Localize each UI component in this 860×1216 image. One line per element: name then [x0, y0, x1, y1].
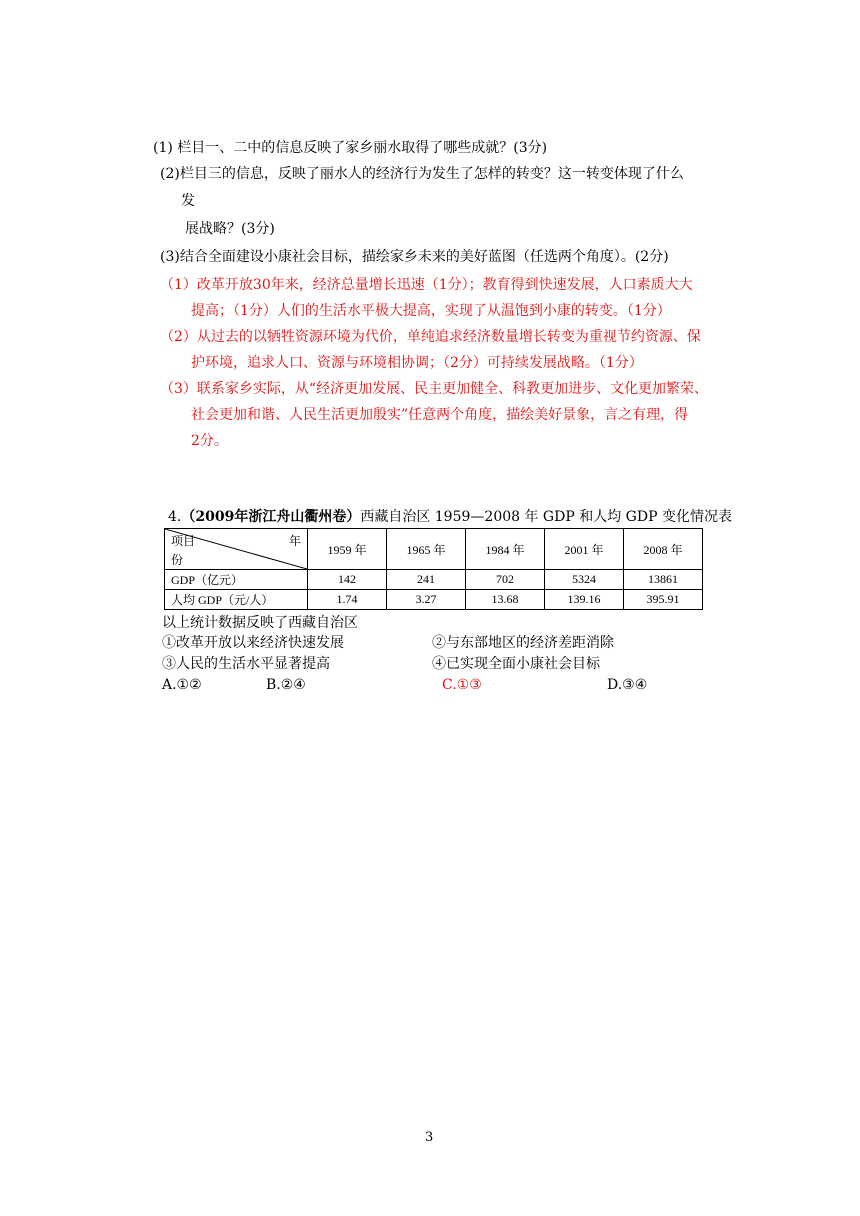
answer-2-line-2: 护环境，追求人口、资源与环境相协调；（2分）可持续发展战略。（1分） — [191, 355, 643, 371]
table-cell: 13.68 — [466, 590, 545, 610]
header-item-label: 项目 — [171, 534, 196, 548]
answer-2-line-1: （2）从过去的以牺牲资源环境为代价，单纯追求经济数量增长转变为重视节约资源、保 — [160, 329, 701, 345]
question-4-heading — [168, 508, 732, 526]
table-cell: 5324 — [545, 570, 624, 590]
choice-c-correct: C.①③ — [442, 677, 482, 693]
question-2-line-2: 发 — [181, 193, 195, 209]
question-4-source: （2009年浙江舟山衢州卷） — [181, 509, 361, 525]
question-4-number: 4. — [168, 509, 182, 525]
table-cell: 142 — [308, 570, 387, 590]
header-year: 1959 年 — [308, 529, 387, 570]
table-cell: 241 — [387, 570, 466, 590]
table-cell: 702 — [466, 570, 545, 590]
header-year: 1965 年 — [387, 529, 466, 570]
page-number: 3 — [425, 1130, 434, 1145]
question-2-line-1: (2)栏目三的信息，反映了丽水人的经济行为发生了怎样的转变？这一转变体现了什么 — [160, 166, 684, 182]
table-cell: 3.27 — [387, 590, 466, 610]
table-cell: 139.16 — [545, 590, 624, 610]
gdp-table — [164, 528, 703, 610]
header-year-label-top: 年 — [288, 534, 301, 548]
table-header-row — [165, 529, 703, 570]
table-cell: 395.91 — [624, 590, 703, 610]
option-1: ①改革开放以来经济快速发展 — [162, 635, 344, 651]
answer-3-line-3: 2分。 — [191, 433, 228, 449]
table-row — [165, 590, 703, 610]
header-year: 1984 年 — [466, 529, 545, 570]
table-corner-cell — [165, 529, 308, 570]
header-year: 2008 年 — [624, 529, 703, 570]
choice-a: A.①② — [162, 677, 202, 693]
table-cell: 1.74 — [308, 590, 387, 610]
answer-3-line-1: （3）联系家乡实际，从“经济更加发展、民主更加健全、科教更加进步、文化更加繁荣、 — [160, 381, 709, 397]
choice-b: B.②④ — [266, 677, 306, 693]
question-1: (1) 栏目一、二中的信息反映了家乡丽水取得了哪些成就？(3分) — [153, 140, 548, 156]
option-4: ④已实现全面小康社会目标 — [432, 656, 600, 672]
row-label: 人均 GDP（元/人） — [165, 590, 308, 610]
table-row — [165, 570, 703, 590]
choice-d: D.③④ — [607, 677, 648, 693]
question-2-line-3: 展战略？(3分) — [185, 221, 275, 237]
question-4-stem: 以上统计数据反映了西藏自治区 — [162, 615, 358, 631]
header-year-label-bottom: 份 — [171, 553, 184, 567]
table-cell: 13861 — [624, 570, 703, 590]
answer-1-line-1: （1）改革开放30年来，经济总量增长迅速（1分）；教育得到快速发展，人口素质大大 — [160, 277, 693, 293]
question-3: (3)结合全面建设小康社会目标，描绘家乡未来的美好蓝图（任选两个角度）。(2分) — [160, 249, 669, 265]
row-label: GDP（亿元） — [165, 570, 308, 590]
answer-1-line-2: 提高；（1分）人们的生活水平极大提高，实现了从温饱到小康的转变。（1分） — [191, 303, 671, 319]
question-4-title: 西藏自治区 1959—2008 年 GDP 和人均 GDP 变化情况表 — [360, 509, 732, 525]
header-year: 2001 年 — [545, 529, 624, 570]
option-2: ②与东部地区的经济差距消除 — [432, 635, 614, 651]
answer-3-line-2: 社会更加和谐、人民生活更加殷实”任意两个角度，描绘美好景象，言之有理，得 — [191, 407, 689, 423]
option-3: ③人民的生活水平显著提高 — [162, 656, 330, 672]
